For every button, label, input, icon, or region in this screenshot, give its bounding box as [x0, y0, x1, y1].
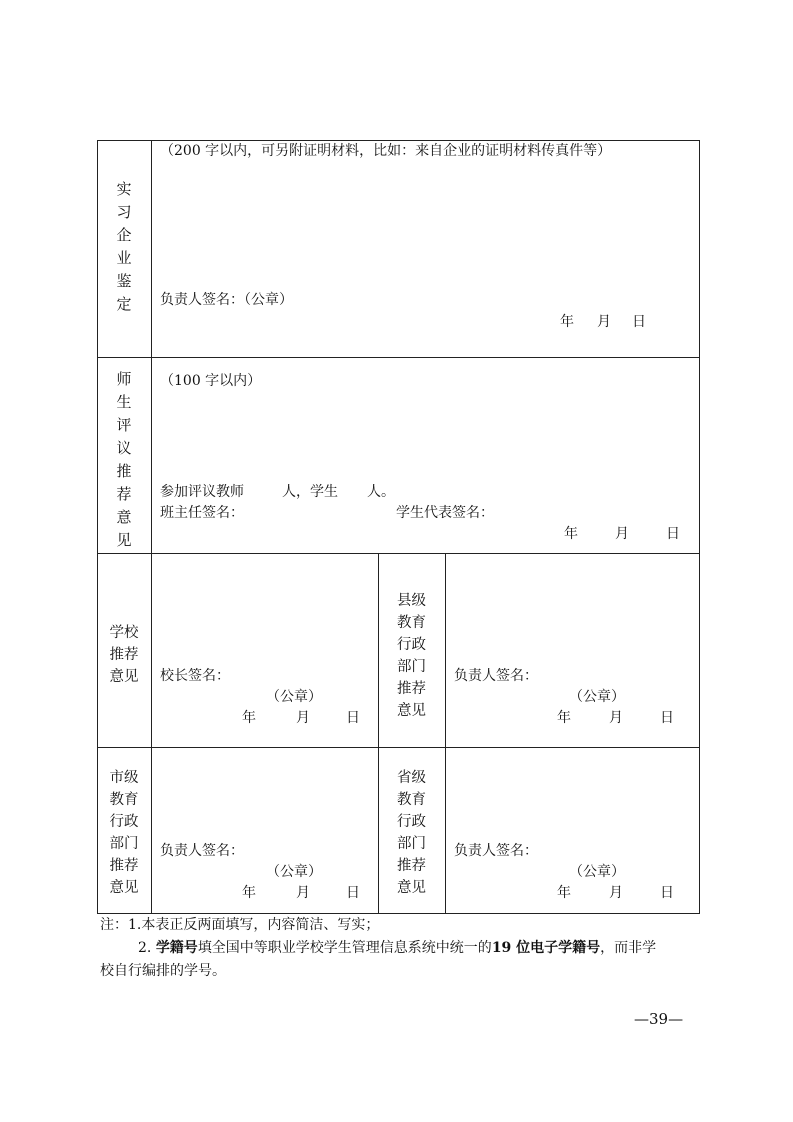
- county-seal: （公章）: [569, 689, 625, 705]
- note-2-highlight: 19 位电子学籍号: [491, 940, 601, 956]
- label-line: 教育: [109, 792, 139, 808]
- review-date-month: 月: [615, 526, 629, 542]
- label-char: 企: [116, 226, 132, 244]
- review-label: [97, 368, 151, 552]
- label-line: 推荐: [397, 681, 426, 697]
- city-seal: （公章）: [266, 864, 322, 880]
- label-line: 推荐: [109, 647, 139, 663]
- note-2: [138, 938, 656, 959]
- label-char: 生: [116, 393, 132, 411]
- province-date-day: 日: [660, 885, 674, 901]
- label-line: 省级: [397, 770, 426, 786]
- label-line: 县级: [397, 593, 426, 609]
- label-char: 推: [116, 462, 132, 480]
- label-char: 荐: [116, 485, 132, 503]
- review-student-sign: 学生代表签名：: [396, 505, 494, 521]
- city-date-month: 月: [296, 885, 310, 901]
- label-line: 意见: [109, 880, 139, 896]
- label-line: 行政: [397, 637, 426, 653]
- label-column-divider: [151, 140, 152, 914]
- note-2-continuation: 校自行编排的学号。: [100, 963, 226, 979]
- row-divider-3: [97, 747, 700, 748]
- label-line: 部门: [397, 836, 426, 852]
- review-participants-teachers: 参加评议教师: [160, 484, 244, 500]
- label-char: 评: [116, 416, 132, 434]
- label-char: 见: [116, 531, 132, 549]
- row-divider-1: [97, 357, 700, 358]
- review-date-day: 日: [666, 526, 680, 542]
- school-seal: （公章）: [266, 689, 322, 705]
- label-char: 意: [116, 508, 132, 526]
- school-label: [97, 622, 151, 688]
- review-teacher-sign: 班主任签名：: [160, 505, 244, 521]
- review-participants-students: 人，学生: [282, 484, 338, 500]
- label-line: 市级: [109, 770, 139, 786]
- label-char: 议: [116, 439, 132, 457]
- table-border-bottom: [97, 913, 700, 914]
- province-date-month: 月: [609, 885, 623, 901]
- label-line: 部门: [109, 836, 139, 852]
- city-date-day: 日: [346, 885, 360, 901]
- school-date-day: 日: [346, 710, 360, 726]
- label-char: 定: [116, 295, 132, 313]
- label-char: 实: [116, 180, 132, 198]
- label-char: 业: [116, 249, 132, 267]
- county-signature: 负责人签名：: [454, 668, 538, 684]
- internship-instruction: （200 字以内，可另附证明材料，比如：来自企业的证明材料传真件等）: [160, 143, 612, 159]
- internship-date-month: 月: [597, 314, 611, 330]
- row-divider-2: [97, 553, 700, 554]
- label-line: 学校: [109, 625, 139, 641]
- city-signature: 负责人签名：: [160, 843, 244, 859]
- label-line: 推荐: [397, 858, 426, 874]
- label-line: 推荐: [109, 858, 139, 874]
- label-line: 意见: [397, 880, 426, 896]
- label-line: 意见: [109, 669, 139, 685]
- internship-label: [97, 178, 151, 316]
- internship-signature: 负责人签名：（公章）: [160, 292, 293, 308]
- table-border-right: [699, 140, 700, 914]
- label-line: 行政: [397, 814, 426, 830]
- school-signature: 校长签名：: [160, 668, 230, 684]
- county-date-year: 年: [557, 710, 571, 726]
- note-2-end: ，而非学: [600, 940, 657, 956]
- city-label: [97, 767, 151, 899]
- internship-date-day: 日: [632, 314, 646, 330]
- label-char: 习: [116, 203, 132, 221]
- school-date-year: 年: [242, 710, 256, 726]
- note-2-term: 学籍号: [155, 940, 198, 956]
- county-date-day: 日: [660, 710, 674, 726]
- review-date-year: 年: [564, 526, 578, 542]
- province-date-year: 年: [557, 885, 571, 901]
- county-label: [378, 590, 445, 722]
- review-instruction: （100 字以内）: [160, 373, 262, 389]
- school-date-month: 月: [296, 710, 310, 726]
- label-char: 鉴: [116, 272, 132, 290]
- review-participants-end: 人。: [367, 484, 395, 500]
- county-date-month: 月: [609, 710, 623, 726]
- city-date-year: 年: [242, 885, 256, 901]
- label-line: 意见: [397, 703, 426, 719]
- table-border-top: [97, 140, 700, 141]
- label-line: 教育: [397, 792, 426, 808]
- note-1: 注：1.本表正反两面填写，内容简洁、写实；: [100, 917, 380, 933]
- label-line: 行政: [109, 814, 139, 830]
- province-signature: 负责人签名：: [454, 843, 538, 859]
- label-char: 师: [116, 370, 132, 388]
- mid-column-divider-b: [445, 553, 446, 914]
- page-number: —39—: [634, 1010, 684, 1028]
- internship-date-year: 年: [560, 314, 574, 330]
- province-seal: （公章）: [569, 864, 625, 880]
- note-2-text: 填全国中等职业学校学生管理信息系统中统一的: [197, 940, 492, 956]
- label-line: 部门: [397, 659, 426, 675]
- note-2-number: 2.: [138, 940, 152, 956]
- label-line: 教育: [397, 615, 426, 631]
- province-label: [378, 767, 445, 899]
